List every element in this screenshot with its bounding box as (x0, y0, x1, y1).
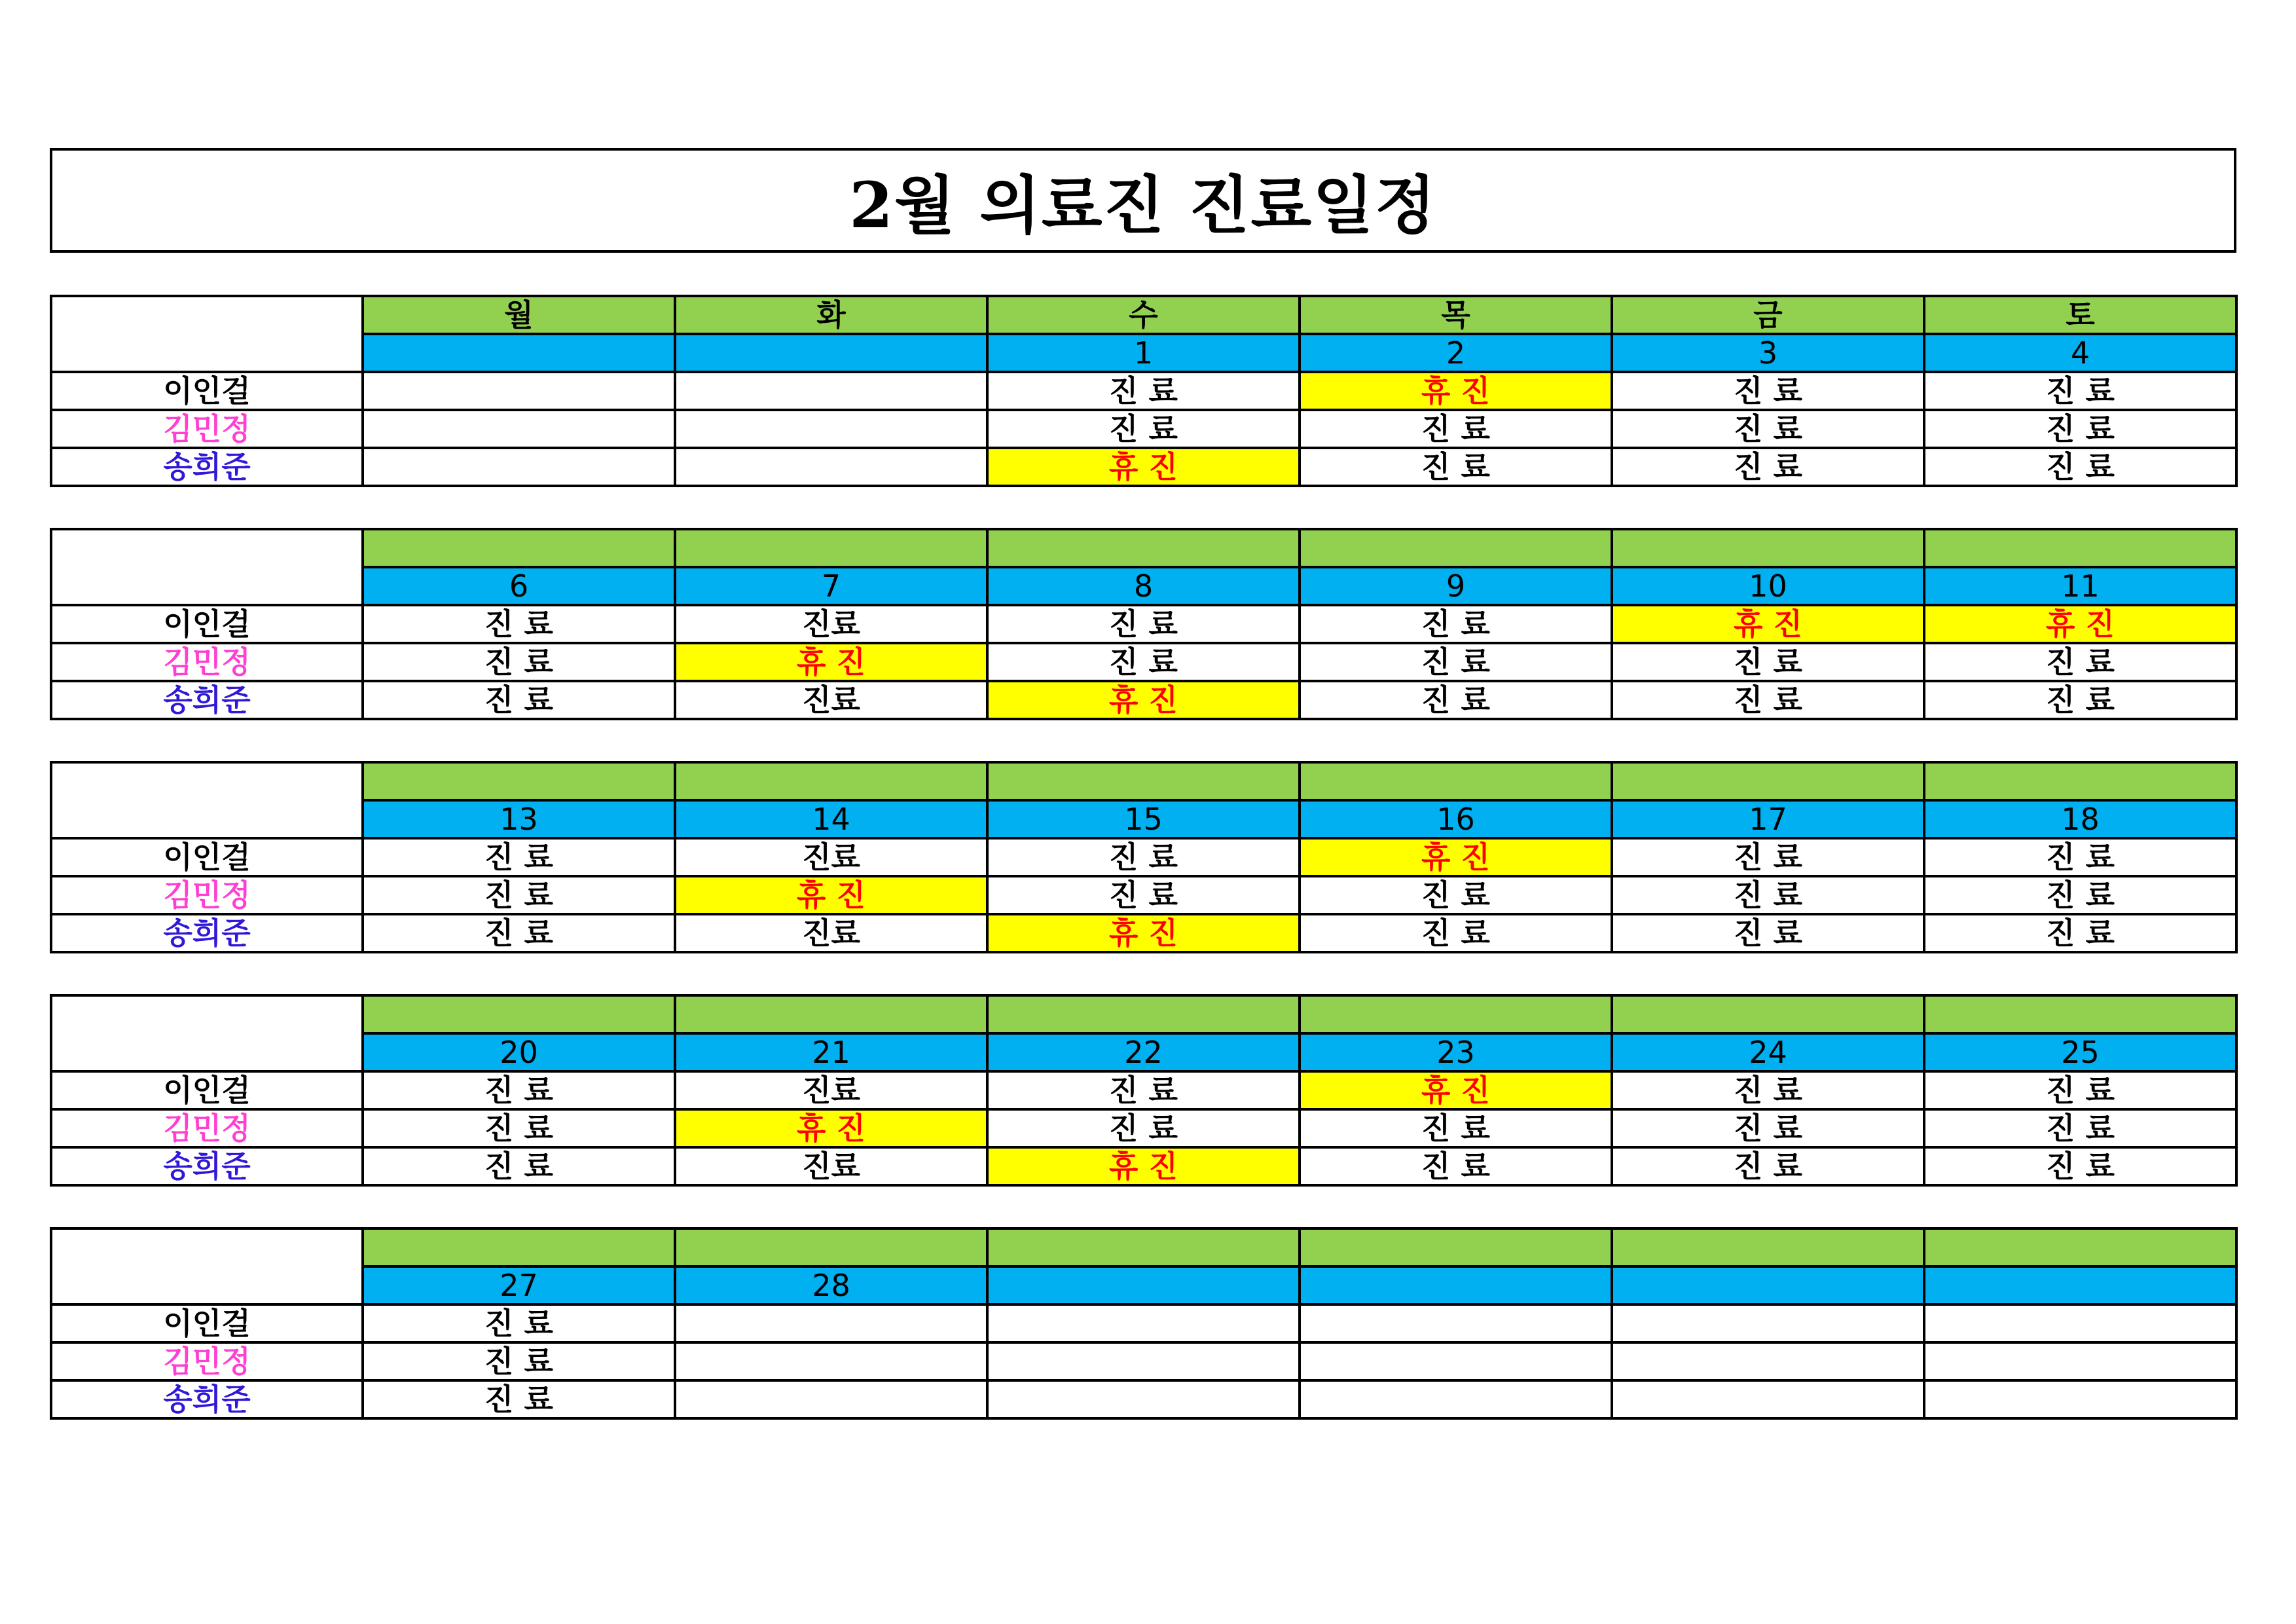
schedule-cell: 진 료 (363, 838, 675, 876)
schedule-cell: 진 료 (363, 876, 675, 914)
schedule-cell: 진 료 (363, 1109, 675, 1147)
off-day-cell: 휴 진 (1300, 838, 1612, 876)
date-cell: 9 (1300, 567, 1612, 605)
date-cell: 10 (1612, 567, 1924, 605)
schedule-cell: 진 료 (363, 1380, 675, 1418)
doctor-name: 김민정 (51, 1109, 363, 1147)
schedule-cell: 진 료 (987, 372, 1300, 410)
schedule-cell: 진 료 (1924, 643, 2236, 681)
schedule-cell (987, 1380, 1300, 1418)
weekday-header (1300, 1228, 1612, 1266)
schedule-cell: 진 료 (1300, 605, 1612, 643)
schedule-cell: 진 료 (1612, 681, 1924, 719)
doctor-name: 이인걸 (51, 605, 363, 643)
title-box (50, 148, 2236, 253)
weekday-header (1300, 762, 1612, 800)
schedule-cell: 진 료 (1924, 914, 2236, 952)
schedule-cell: 진료 (675, 1071, 987, 1109)
weekday-header (987, 995, 1300, 1033)
off-day-cell: 휴 진 (1300, 1071, 1612, 1109)
date-cell: 17 (1612, 800, 1924, 838)
doctor-row (51, 1147, 2236, 1185)
weekday-header (675, 1228, 987, 1266)
doctor-name: 이인걸 (51, 372, 363, 410)
schedule-cell (675, 1380, 987, 1418)
weekday-header: 월 (363, 296, 675, 334)
weekday-header (363, 995, 675, 1033)
schedule-cell: 진 료 (1924, 448, 2236, 486)
date-cell: 22 (987, 1033, 1300, 1071)
week-table (50, 994, 2238, 1187)
off-day-cell: 휴 진 (987, 681, 1300, 719)
weekday-header (1924, 995, 2236, 1033)
schedule-cell: 진 료 (1300, 876, 1612, 914)
date-cell: 13 (363, 800, 675, 838)
weekday-header: 목 (1300, 296, 1612, 334)
off-day-cell: 휴 진 (1612, 605, 1924, 643)
schedule-cell (987, 1304, 1300, 1342)
schedule-cell (1924, 1304, 2236, 1342)
off-day-cell: 휴 진 (987, 1147, 1300, 1185)
date-cell: 4 (1924, 334, 2236, 372)
doctor-name: 송희준 (51, 1380, 363, 1418)
schedule-cell: 진 료 (987, 410, 1300, 448)
schedule-cell (363, 372, 675, 410)
weekday-header: 수 (987, 296, 1300, 334)
schedule-cell (363, 448, 675, 486)
doctor-row (51, 1304, 2236, 1342)
date-cell: 28 (675, 1266, 987, 1304)
doctor-name: 김민정 (51, 643, 363, 681)
doctor-row (51, 876, 2236, 914)
corner-cell (51, 296, 363, 372)
schedule-cell: 진료 (675, 1147, 987, 1185)
off-day-cell: 휴 진 (1300, 372, 1612, 410)
corner-cell (51, 529, 363, 605)
doctor-name: 송희준 (51, 448, 363, 486)
schedule-cell (987, 1342, 1300, 1380)
schedule-cell: 진 료 (1924, 1109, 2236, 1147)
schedule-cell: 진 료 (363, 1304, 675, 1342)
week-table (50, 1227, 2238, 1420)
schedule-cell (1300, 1380, 1612, 1418)
schedule-cell (363, 410, 675, 448)
schedule-cell: 진 료 (1300, 914, 1612, 952)
doctor-name: 이인걸 (51, 1304, 363, 1342)
page-title: 2월 의료진 진료일정 (849, 168, 1437, 242)
schedule-cell (1924, 1342, 2236, 1380)
date-cell: 25 (1924, 1033, 2236, 1071)
schedule-cell: 진 료 (1924, 372, 2236, 410)
schedule-cell (1612, 1342, 1924, 1380)
week-table (50, 295, 2238, 487)
schedule-cell: 진 료 (1924, 876, 2236, 914)
schedule-cell: 진 료 (1612, 643, 1924, 681)
schedule-cell: 진 료 (1924, 838, 2236, 876)
doctor-row (51, 1380, 2236, 1418)
date-cell: 24 (1612, 1033, 1924, 1071)
weekday-header (1612, 762, 1924, 800)
schedule-cell: 진 료 (1300, 1147, 1612, 1185)
date-cell: 27 (363, 1266, 675, 1304)
doctor-name: 송희준 (51, 914, 363, 952)
doctor-row (51, 372, 2236, 410)
schedule-cell: 진료 (675, 605, 987, 643)
date-cell (1924, 1266, 2236, 1304)
schedule-cell: 진 료 (363, 681, 675, 719)
schedule-cell (675, 1342, 987, 1380)
schedule-cell (675, 410, 987, 448)
schedule-cell: 진 료 (1300, 410, 1612, 448)
date-cell (1300, 1266, 1612, 1304)
schedule-cell: 진 료 (1612, 1071, 1924, 1109)
schedule-cell: 진 료 (1612, 876, 1924, 914)
date-cell: 7 (675, 567, 987, 605)
schedule-cell: 진 료 (987, 605, 1300, 643)
date-cell (363, 334, 675, 372)
doctor-row (51, 1071, 2236, 1109)
schedule-cell: 진 료 (987, 643, 1300, 681)
doctor-name: 김민정 (51, 876, 363, 914)
weekday-header: 화 (675, 296, 987, 334)
doctor-row (51, 681, 2236, 719)
weekday-header (363, 1228, 675, 1266)
schedule-cell: 진 료 (1300, 643, 1612, 681)
corner-cell (51, 1228, 363, 1304)
weekday-header (1612, 995, 1924, 1033)
doctor-name: 송희준 (51, 1147, 363, 1185)
corner-cell (51, 762, 363, 838)
schedule-cell: 진 료 (1300, 448, 1612, 486)
corner-cell (51, 995, 363, 1071)
schedule-cell: 진 료 (363, 605, 675, 643)
schedule-cell: 진 료 (987, 876, 1300, 914)
doctor-name: 이인걸 (51, 838, 363, 876)
weekday-header (363, 529, 675, 567)
week-table (50, 528, 2238, 720)
doctor-row (51, 448, 2236, 486)
schedule-cell: 진 료 (987, 1071, 1300, 1109)
doctor-row (51, 1109, 2236, 1147)
weekday-header: 토 (1924, 296, 2236, 334)
schedule-cell: 진 료 (987, 1109, 1300, 1147)
schedule-cell: 진 료 (1924, 410, 2236, 448)
schedule-cell: 진료 (675, 838, 987, 876)
schedule-cell: 진 료 (1612, 448, 1924, 486)
week-table (50, 761, 2238, 953)
schedule-cell: 진 료 (1612, 1109, 1924, 1147)
schedule-cell: 진 료 (363, 914, 675, 952)
weekday-header (675, 762, 987, 800)
schedule-cell: 진 료 (1300, 1109, 1612, 1147)
doctor-row (51, 643, 2236, 681)
schedule-cell (675, 448, 987, 486)
date-cell: 2 (1300, 334, 1612, 372)
weekday-header (1300, 529, 1612, 567)
weekday-header (675, 529, 987, 567)
schedule-cell: 진 료 (1612, 838, 1924, 876)
date-cell: 15 (987, 800, 1300, 838)
date-cell (987, 1266, 1300, 1304)
schedule-cell: 진 료 (363, 1147, 675, 1185)
schedule-cell: 진 료 (1924, 1147, 2236, 1185)
doctor-row (51, 914, 2236, 952)
schedule-cell: 진 료 (1924, 1071, 2236, 1109)
date-cell: 18 (1924, 800, 2236, 838)
schedule-cell: 진 료 (1612, 372, 1924, 410)
schedule-cell (1612, 1380, 1924, 1418)
doctor-name: 이인걸 (51, 1071, 363, 1109)
weekday-header (1924, 1228, 2236, 1266)
schedule-cell: 진 료 (1612, 914, 1924, 952)
date-cell: 6 (363, 567, 675, 605)
schedule-cell: 진 료 (987, 838, 1300, 876)
date-cell: 11 (1924, 567, 2236, 605)
doctor-row (51, 410, 2236, 448)
off-day-cell: 휴 진 (987, 448, 1300, 486)
date-cell (675, 334, 987, 372)
date-cell: 21 (675, 1033, 987, 1071)
schedule-cell: 진료 (675, 914, 987, 952)
schedule-weeks (50, 295, 2236, 1460)
doctor-row (51, 1342, 2236, 1380)
doctor-row (51, 838, 2236, 876)
doctor-name: 김민정 (51, 410, 363, 448)
weekday-header (1300, 995, 1612, 1033)
date-cell: 20 (363, 1033, 675, 1071)
date-cell: 1 (987, 334, 1300, 372)
schedule-cell: 진 료 (363, 643, 675, 681)
schedule-cell: 진 료 (1300, 681, 1612, 719)
schedule-cell (1300, 1304, 1612, 1342)
off-day-cell: 휴 진 (675, 876, 987, 914)
weekday-header (1612, 529, 1924, 567)
schedule-cell: 진 료 (363, 1071, 675, 1109)
schedule-cell: 진 료 (1924, 681, 2236, 719)
off-day-cell: 휴 진 (675, 643, 987, 681)
date-cell: 23 (1300, 1033, 1612, 1071)
date-cell: 16 (1300, 800, 1612, 838)
weekday-header (987, 762, 1300, 800)
schedule-cell (1300, 1342, 1612, 1380)
schedule-cell (675, 372, 987, 410)
schedule-cell (1612, 1304, 1924, 1342)
weekday-header (1612, 1228, 1924, 1266)
weekday-header (1924, 529, 2236, 567)
schedule-cell (675, 1304, 987, 1342)
weekday-header (987, 529, 1300, 567)
off-day-cell: 휴 진 (987, 914, 1300, 952)
weekday-header (675, 995, 987, 1033)
off-day-cell: 휴 진 (675, 1109, 987, 1147)
schedule-cell: 진 료 (1612, 410, 1924, 448)
schedule-cell: 진료 (675, 681, 987, 719)
schedule-cell (1924, 1380, 2236, 1418)
date-cell: 3 (1612, 334, 1924, 372)
date-cell (1612, 1266, 1924, 1304)
weekday-header (987, 1228, 1300, 1266)
date-cell: 14 (675, 800, 987, 838)
schedule-cell: 진 료 (1612, 1147, 1924, 1185)
doctor-name: 김민정 (51, 1342, 363, 1380)
off-day-cell: 휴 진 (1924, 605, 2236, 643)
weekday-header: 금 (1612, 296, 1924, 334)
doctor-row (51, 605, 2236, 643)
weekday-header (1924, 762, 2236, 800)
weekday-header (363, 762, 675, 800)
date-cell: 8 (987, 567, 1300, 605)
schedule-cell: 진 료 (363, 1342, 675, 1380)
doctor-name: 송희준 (51, 681, 363, 719)
